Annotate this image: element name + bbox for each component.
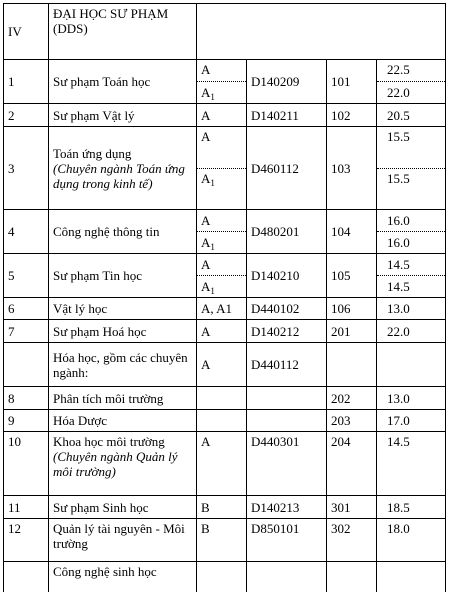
exam-block: $A_1$: [197, 276, 247, 298]
section-title: ĐẠI HỌC SƯ PHẠM (DDS): [49, 4, 197, 60]
table-row: [4, 410, 446, 432]
table-row: [4, 127, 446, 169]
major-code: [247, 387, 327, 410]
score: 14.5: [377, 432, 446, 496]
major-name: Quản lý tài nguyên - Môi trường: [49, 519, 197, 562]
major-id: 201: [327, 320, 377, 343]
score: [377, 562, 446, 592]
major-title: Toán ứng dụng: [53, 145, 132, 161]
table-row: [4, 60, 446, 82]
score: 18.0: [377, 519, 446, 562]
row-number: 11: [4, 496, 49, 519]
row-number: 9: [4, 410, 49, 432]
major-code: [247, 410, 327, 432]
exam-block: $A_1$: [197, 82, 247, 104]
exam-block: A, A1: [197, 298, 247, 320]
exam-block: A: [197, 254, 247, 276]
exam-block: $A_1$: [197, 232, 247, 254]
major-name: Công nghệ sinh học: [49, 562, 197, 592]
major-code: D140211: [247, 104, 327, 127]
row-number: 12: [4, 519, 49, 562]
major-code: D460112: [247, 127, 327, 210]
major-id: 202: [327, 387, 377, 410]
major-code: D140212: [247, 320, 327, 343]
table-row: [4, 387, 446, 410]
subscript: 1: [210, 286, 215, 296]
score: 13.0: [377, 298, 446, 320]
major-name: Sư phạm Sinh học: [49, 496, 197, 519]
major-id: 204: [327, 432, 377, 496]
exam-block: [197, 387, 247, 410]
row-number: 4: [4, 210, 49, 254]
major-title: Khoa học môi trường: [53, 434, 165, 449]
score: 14.5: [377, 254, 446, 276]
exam-block: A: [197, 432, 247, 496]
major-id: 106: [327, 298, 377, 320]
major-id: 101: [327, 60, 377, 104]
subscript: 1: [210, 178, 215, 188]
major-id: 105: [327, 254, 377, 298]
major-name: Hóa Dược: [49, 410, 197, 432]
major-id: 301: [327, 496, 377, 519]
major-id: 102: [327, 104, 377, 127]
table-row: [4, 254, 446, 276]
table-row: [4, 320, 446, 343]
major-code: D440112: [247, 343, 327, 387]
score: 18.5: [377, 496, 446, 519]
table-row: [4, 298, 446, 320]
exam-block: A: [197, 343, 247, 387]
score: 20.5: [377, 104, 446, 127]
major-name: Sư phạm Tin học: [49, 254, 197, 298]
score: 15.5: [377, 169, 446, 210]
major-name: Hóa học, gồm các chuyên ngành:: [49, 343, 197, 387]
row-number: 2: [4, 104, 49, 127]
major-name: Sư phạm Hoá học: [49, 320, 197, 343]
exam-block: $A_1$: [197, 169, 247, 210]
exam-block: A: [197, 210, 247, 232]
row-number: 7: [4, 320, 49, 343]
exam-block: [197, 562, 247, 592]
row-number: [4, 562, 49, 592]
major-id: 302: [327, 519, 377, 562]
major-code: D140213: [247, 496, 327, 519]
major-code: D140210: [247, 254, 327, 298]
section-number: IV: [4, 4, 49, 60]
major-code: D440301: [247, 432, 327, 496]
exam-block: [197, 410, 247, 432]
score: 22.5: [377, 60, 446, 82]
major-id: 104: [327, 210, 377, 254]
score: 15.5: [377, 127, 446, 169]
exam-block: A: [197, 60, 247, 82]
table-row: [4, 343, 446, 387]
exam-block: A: [197, 127, 247, 169]
exam-block: A: [197, 104, 247, 127]
empty-cell: [197, 4, 446, 60]
score: [377, 343, 446, 387]
row-number: [4, 343, 49, 387]
table-row: [4, 562, 446, 592]
table-row: [4, 210, 446, 232]
exam-block: B: [197, 519, 247, 562]
major-id: [327, 343, 377, 387]
major-name: Sư phạm Vật lý: [49, 104, 197, 127]
score: 13.0: [377, 387, 446, 410]
row-number: 3: [4, 127, 49, 210]
table-row: [4, 104, 446, 127]
score: 22.0: [377, 82, 446, 104]
major-code: D480201: [247, 210, 327, 254]
row-number: 10: [4, 432, 49, 496]
score: 16.0: [377, 210, 446, 232]
major-name: [49, 432, 197, 496]
table-row: [4, 519, 446, 562]
major-specialization: (Chuyên ngành Toán ứng dụng trong kinh tế): [53, 160, 185, 191]
subscript: 1: [210, 92, 215, 102]
major-code: D850101: [247, 519, 327, 562]
major-code: [247, 562, 327, 592]
exam-block: A: [197, 320, 247, 343]
subscript: 1: [210, 242, 215, 252]
major-code: D140209: [247, 60, 327, 104]
major-name: Sư phạm Toán học: [49, 60, 197, 104]
score: 22.0: [377, 320, 446, 343]
section-header-row: [4, 4, 446, 60]
score: 16.0: [377, 232, 446, 254]
row-number: 1: [4, 60, 49, 104]
row-number: 6: [4, 298, 49, 320]
major-name: Vật lý học: [49, 298, 197, 320]
row-number: 8: [4, 387, 49, 410]
major-id: [327, 562, 377, 592]
major-name: [49, 127, 197, 210]
major-name: Phân tích môi trường: [49, 387, 197, 410]
major-id: 103: [327, 127, 377, 210]
major-id: 203: [327, 410, 377, 432]
exam-block: B: [197, 496, 247, 519]
major-specialization: (Chuyên ngành Quản lý môi trường): [53, 449, 178, 479]
table-row: [4, 496, 446, 519]
major-code: D440102: [247, 298, 327, 320]
score: 17.0: [377, 410, 446, 432]
major-name: Công nghệ thông tin: [49, 210, 197, 254]
row-number: 5: [4, 254, 49, 298]
admission-scores-table: [3, 3, 446, 592]
score: 14.5: [377, 276, 446, 298]
table-row: [4, 432, 446, 496]
